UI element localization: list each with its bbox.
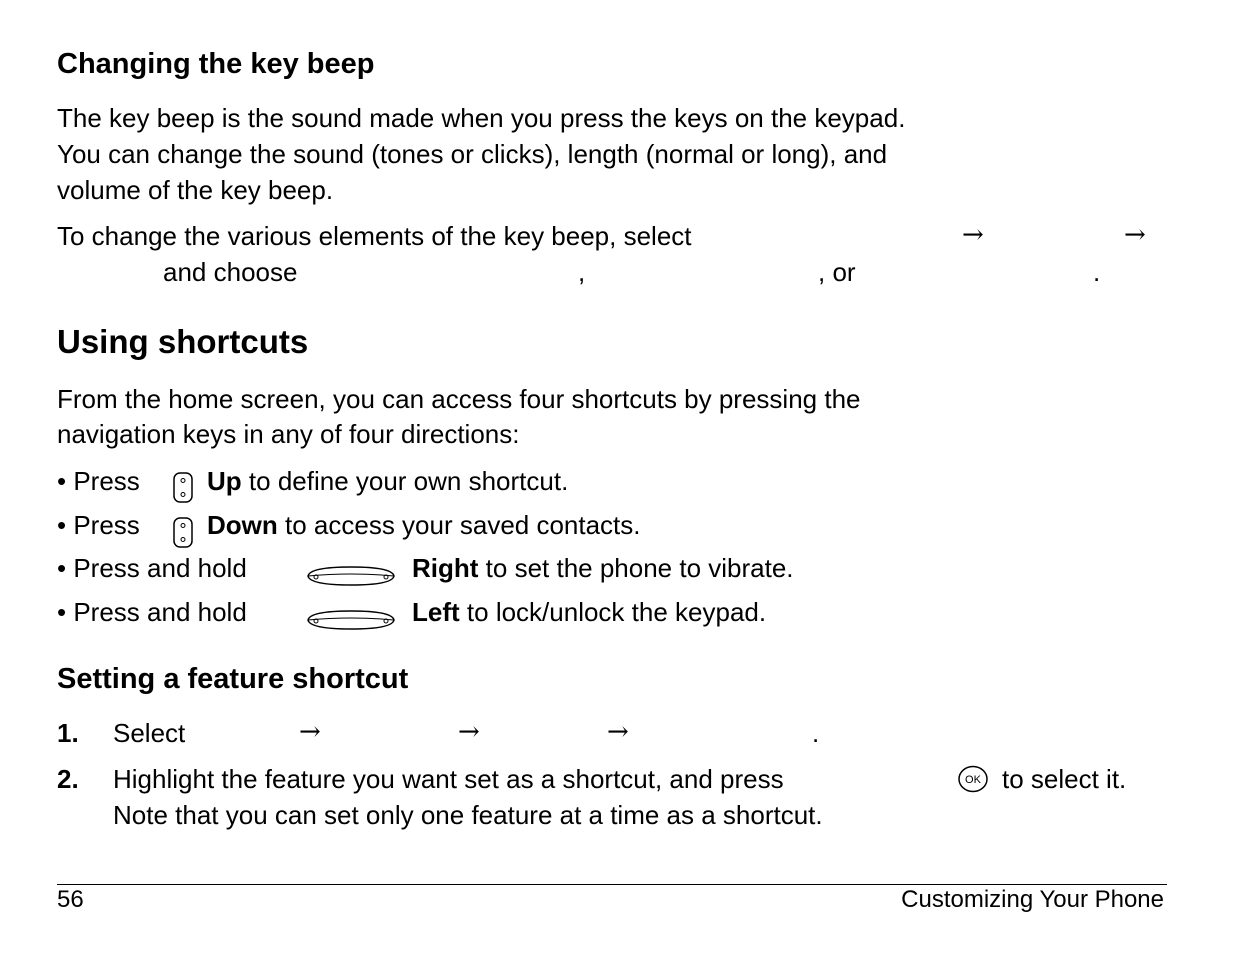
menu-arrow-5: → bbox=[607, 717, 629, 747]
step-2-text-a: Highlight the feature you want set as a shortcut, and press bbox=[113, 764, 784, 794]
key-beep-para2-period: . bbox=[1093, 257, 1101, 287]
bullet-suffix: to lock/unlock the keypad. bbox=[466, 597, 767, 627]
nav-up-down-key-icon bbox=[173, 472, 193, 503]
shortcut-bullet-left bbox=[57, 594, 247, 630]
bullet-suffix: to set the phone to vibrate. bbox=[485, 553, 794, 583]
bullet-suffix: to define your own shortcut. bbox=[248, 466, 569, 496]
key-beep-para1-line2: You can change the sound (tones or clicks), length (normal or long), and bbox=[57, 139, 888, 169]
nav-left-right-key-icon bbox=[304, 564, 398, 588]
nav-key-down-label: Down bbox=[207, 510, 278, 540]
key-beep-para2-and-choose: and choose bbox=[163, 257, 298, 287]
menu-arrow-3: → bbox=[299, 717, 321, 747]
bullet-dot: • bbox=[57, 553, 67, 583]
step-1-text: Select bbox=[113, 718, 186, 748]
step-2-text-b: to select it. bbox=[1002, 764, 1127, 794]
shortcut-bullet-up bbox=[57, 463, 140, 499]
heading-key-beep: Changing the key beep bbox=[57, 48, 375, 80]
bullet-prefix: Press and hold bbox=[73, 553, 247, 583]
menu-arrow-2: → bbox=[1124, 220, 1146, 250]
key-beep-para1-line1: The key beep is the sound made when you press the keys on the keypad. bbox=[57, 103, 906, 133]
key-beep-para2-line1: To change the various elements of the key beep, select bbox=[57, 221, 692, 251]
shortcuts-intro-line1: From the home screen, you can access four shortcuts by pressing the bbox=[57, 384, 861, 414]
step-1-period: . bbox=[812, 718, 820, 748]
footer-rule bbox=[57, 884, 1167, 885]
shortcut-bullet-up-text bbox=[207, 463, 568, 499]
heading-using-shortcuts: Using shortcuts bbox=[57, 323, 309, 360]
step-1-number: 1. bbox=[57, 718, 79, 748]
bullet-dot: • bbox=[57, 466, 67, 496]
ok-key-label: OK bbox=[965, 774, 981, 786]
bullet-prefix: Press and hold bbox=[73, 597, 247, 627]
shortcut-bullet-right-text bbox=[412, 550, 794, 586]
shortcut-bullet-right bbox=[57, 550, 247, 586]
heading-feature-shortcut: Setting a feature shortcut bbox=[57, 663, 409, 695]
shortcuts-intro-line2: navigation keys in any of four directions: bbox=[57, 419, 520, 449]
nav-up-down-key-icon bbox=[173, 517, 193, 548]
bullet-dot: • bbox=[57, 510, 67, 540]
page-number: 56 bbox=[57, 886, 84, 913]
key-beep-para2-comma: , bbox=[578, 257, 586, 287]
shortcut-bullet-down-text bbox=[207, 507, 641, 543]
key-beep-para1-line3: volume of the key beep. bbox=[57, 175, 334, 205]
step-2-number: 2. bbox=[57, 764, 79, 794]
nav-left-right-key-icon bbox=[304, 608, 398, 632]
bullet-prefix: Press bbox=[73, 510, 140, 540]
shortcut-bullet-left-text bbox=[412, 594, 766, 630]
menu-arrow-4: → bbox=[458, 717, 480, 747]
bullet-prefix: Press bbox=[73, 466, 140, 496]
bullet-suffix: to access your saved contacts. bbox=[285, 510, 641, 540]
chapter-title: Customizing Your Phone bbox=[901, 886, 1164, 913]
step-2-line2: Note that you can set only one feature at a time as a shortcut. bbox=[113, 800, 823, 830]
nav-key-left-label: Left bbox=[412, 597, 460, 627]
menu-arrow-1: → bbox=[962, 220, 984, 250]
shortcut-bullet-down bbox=[57, 507, 140, 543]
nav-key-up-label: Up bbox=[207, 466, 242, 496]
nav-key-right-label: Right bbox=[412, 553, 479, 583]
ok-key-icon bbox=[957, 765, 989, 793]
key-beep-para2-or: , or bbox=[818, 257, 856, 287]
bullet-dot: • bbox=[57, 597, 67, 627]
